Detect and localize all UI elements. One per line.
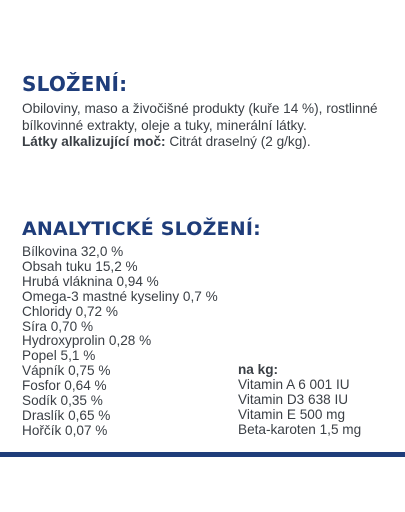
analytical-item: Vápník 0,75 % (22, 363, 111, 379)
alkalizing-value: Citrát draselný (2 g/kg). (165, 134, 311, 149)
composition-text: Obiloviny, maso a živočišné produkty (kuře 14 %), rostlinné bílkovinné extrakty, oleje a tuky, minerální látky. (22, 101, 378, 133)
analytical-item: Síra 0,70 % (22, 318, 94, 334)
vitamin-item: Vitamin E 500 mg (238, 406, 346, 422)
analytical-item: Draslík 0,65 % (22, 407, 111, 423)
analytical-list (22, 245, 218, 439)
alkalizing-label: Látky alkalizující moč: (22, 134, 166, 149)
composition-heading: SLOŽENÍ: (22, 72, 128, 96)
analytical-item: Hořčík 0,07 % (22, 422, 108, 438)
bottom-divider-bar (0, 452, 405, 457)
analytical-item: Bílkovina 32,0 % (22, 244, 124, 259)
analytical-item: Sodík 0,35 % (22, 393, 103, 409)
vitamin-item: Vitamin A 6 001 IU (238, 376, 350, 392)
vitamin-item: Vitamin D3 638 IU (238, 391, 349, 407)
analytical-item: Omega-3 mastné kyseliny 0,7 % (22, 288, 218, 304)
analytical-item: Fosfor 0,64 % (22, 378, 107, 394)
analytical-item: Obsah tuku 15,2 % (22, 258, 138, 274)
analytical-item: Chloridy 0,72 % (22, 303, 118, 319)
analytical-item: Hydroxyprolin 0,28 % (22, 333, 152, 349)
vitamin-item: Beta-karoten 1,5 mg (238, 421, 362, 437)
composition-paragraph (22, 101, 392, 151)
vitamins-list (238, 363, 361, 438)
analytical-heading: ANALYTICKÉ SLOŽENÍ: (22, 218, 261, 240)
per-kg-label: na kg: (238, 362, 279, 377)
analytical-item: Hrubá vláknina 0,94 % (22, 273, 159, 289)
analytical-item: Popel 5,1 % (22, 348, 96, 364)
